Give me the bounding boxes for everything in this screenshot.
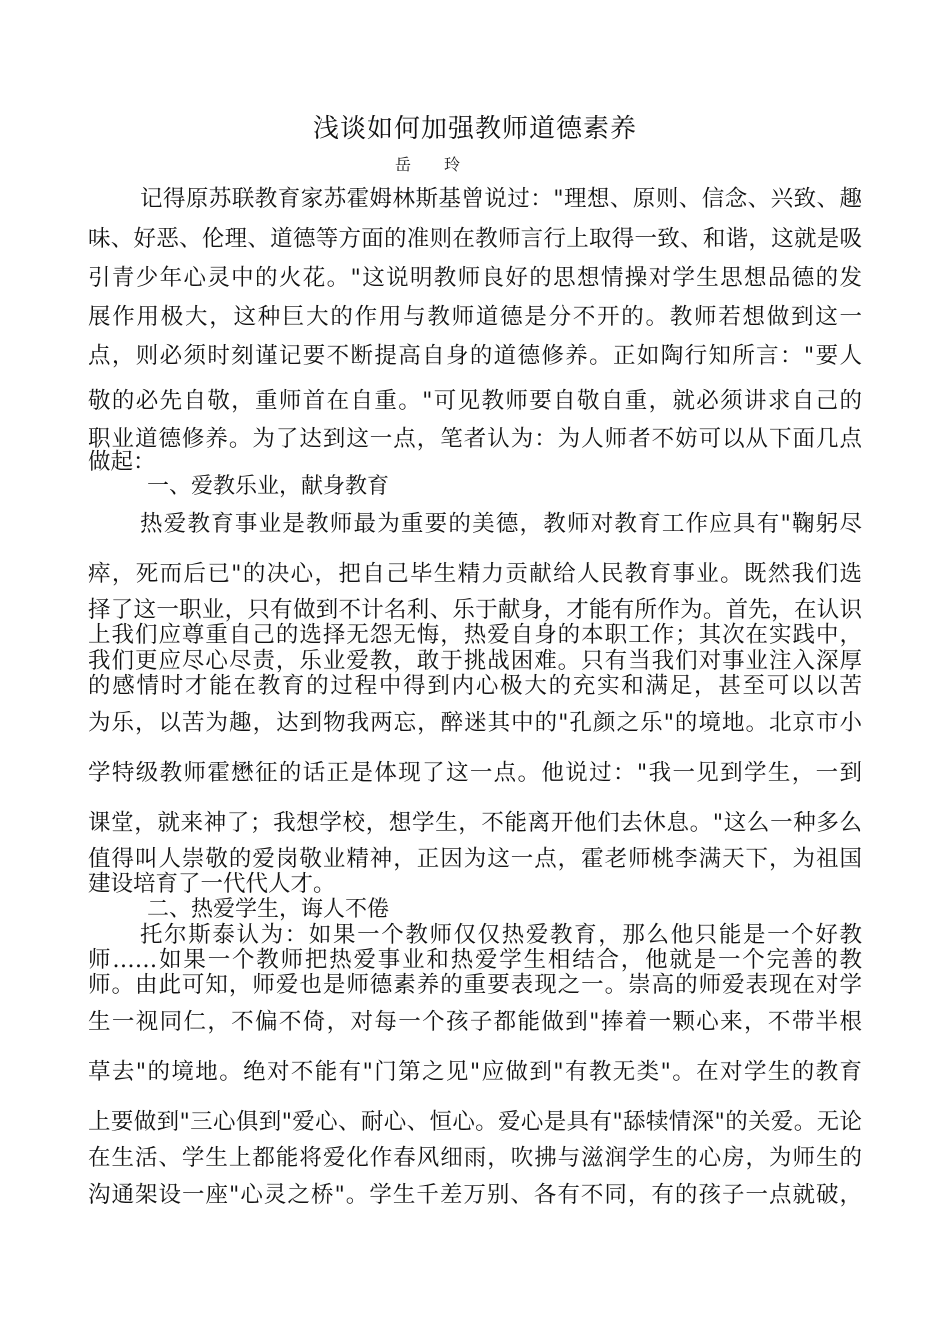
paragraph-line: 师。由此可知，师爱也是师德素养的重要表现之一。崇高的师爱表现在对学 [88,972,862,998]
paragraph-line: 托尔斯泰认为：如果一个教师仅仅热爱教育，那么他只能是一个好教 [140,922,862,948]
paragraph-line: 上要做到"三心俱到"爱心、耐心、恒心。爱心是具有"舔犊情深"的关爱。无论 [88,1109,862,1135]
author-name: 岳 玲 [395,155,475,174]
section-heading-2: 二、热爱学生，诲人不倦 [147,897,390,922]
paragraph-line: 生一视同仁，不偏不倚，对每一个孩子都能做到"捧着一颗心来，不带半根 [88,1009,862,1035]
paragraph-line: 在生活、学生上都能将爱化作春风细雨，吹拂与滋润学生的心房，为师生的 [88,1145,862,1171]
paragraph-line: 草去"的境地。绝对不能有"门第之见"应做到"有教无类"。在对学生的教育 [88,1059,862,1085]
paragraph-line: 建设培育了一代代人才。 [88,871,336,897]
paragraph-line: 沟通架设一座"心灵之桥"。学生千差万别、各有不同，有的孩子一点就破， [88,1182,862,1208]
paragraph-line: 的感情时才能在教育的过程中得到内心极大的充实和满足，甚至可以以苦 [88,673,862,699]
section-heading-1: 一、爱教乐业，献身教育 [147,474,390,499]
paragraph-line: 我们更应尽心尽责，乐业爱教，敢于挑战困难。只有当我们对事业注入深厚 [88,648,862,674]
paragraph-line: 为乐，以苦为趣，达到物我两忘，醉迷其中的"孔颜之乐"的境地。北京市小 [88,710,862,736]
paragraph-line: 值得叫人崇敬的爱岗敬业精神，正因为这一点，霍老师桃李满天下，为祖国 [88,846,862,872]
document-title: 浅谈如何加强教师道德素养 [312,114,637,144]
paragraph-line: 师……如果一个教师把热爱事业和热爱学生相结合，他就是一个完善的教 [88,947,862,973]
paragraph-line: 上我们应尊重自己的选择无怨无悔，热爱自身的本职工作；其次在实践中， [88,622,862,648]
paragraph-line: 职业道德修养。为了达到这一点，笔者认为：为人师者不妨可以从下面几点 [88,426,862,452]
paragraph-line: 点，则必须时刻谨记要不断提高自身的道德修养。正如陶行知所言："要人 [88,343,862,369]
paragraph-line: 瘁，死而后已"的决心，把自己毕生精力贡献给人民教育事业。既然我们选 [88,561,862,587]
paragraph-line: 敬的必先自敬，重师首在自重。"可见教师要自敬自重，就必须讲求自己的 [88,388,862,414]
paragraph-line: 择了这一职业，只有做到不计名利、乐于献身，才能有所作为。首先，在认识 [88,597,862,623]
paragraph-line: 学特级教师霍懋征的话正是体现了这一点。他说过："我一见到学生，一到 [88,760,862,786]
paragraph-line: 热爱教育事业是教师最为重要的美德，教师对教育工作应具有"鞠躬尽 [140,511,862,537]
paragraph-line: 做起： [88,449,156,475]
paragraph-line: 记得原苏联教育家苏霍姆林斯基曾说过："理想、原则、信念、兴致、趣 [140,186,862,212]
paragraph-line: 引青少年心灵中的火花。"这说明教师良好的思想情操对学生思想品德的发 [88,265,862,291]
paragraph-line: 展作用极大，这种巨大的作用与教师道德是分不开的。教师若想做到这一 [88,304,862,330]
paragraph-line: 味、好恶、伦理、道德等方面的准则在教师言行上取得一致、和谐，这就是吸 [88,226,862,252]
paragraph-line: 课堂，就来神了；我想学校，想学生，不能离开他们去休息。"这么一种多么 [88,810,862,836]
